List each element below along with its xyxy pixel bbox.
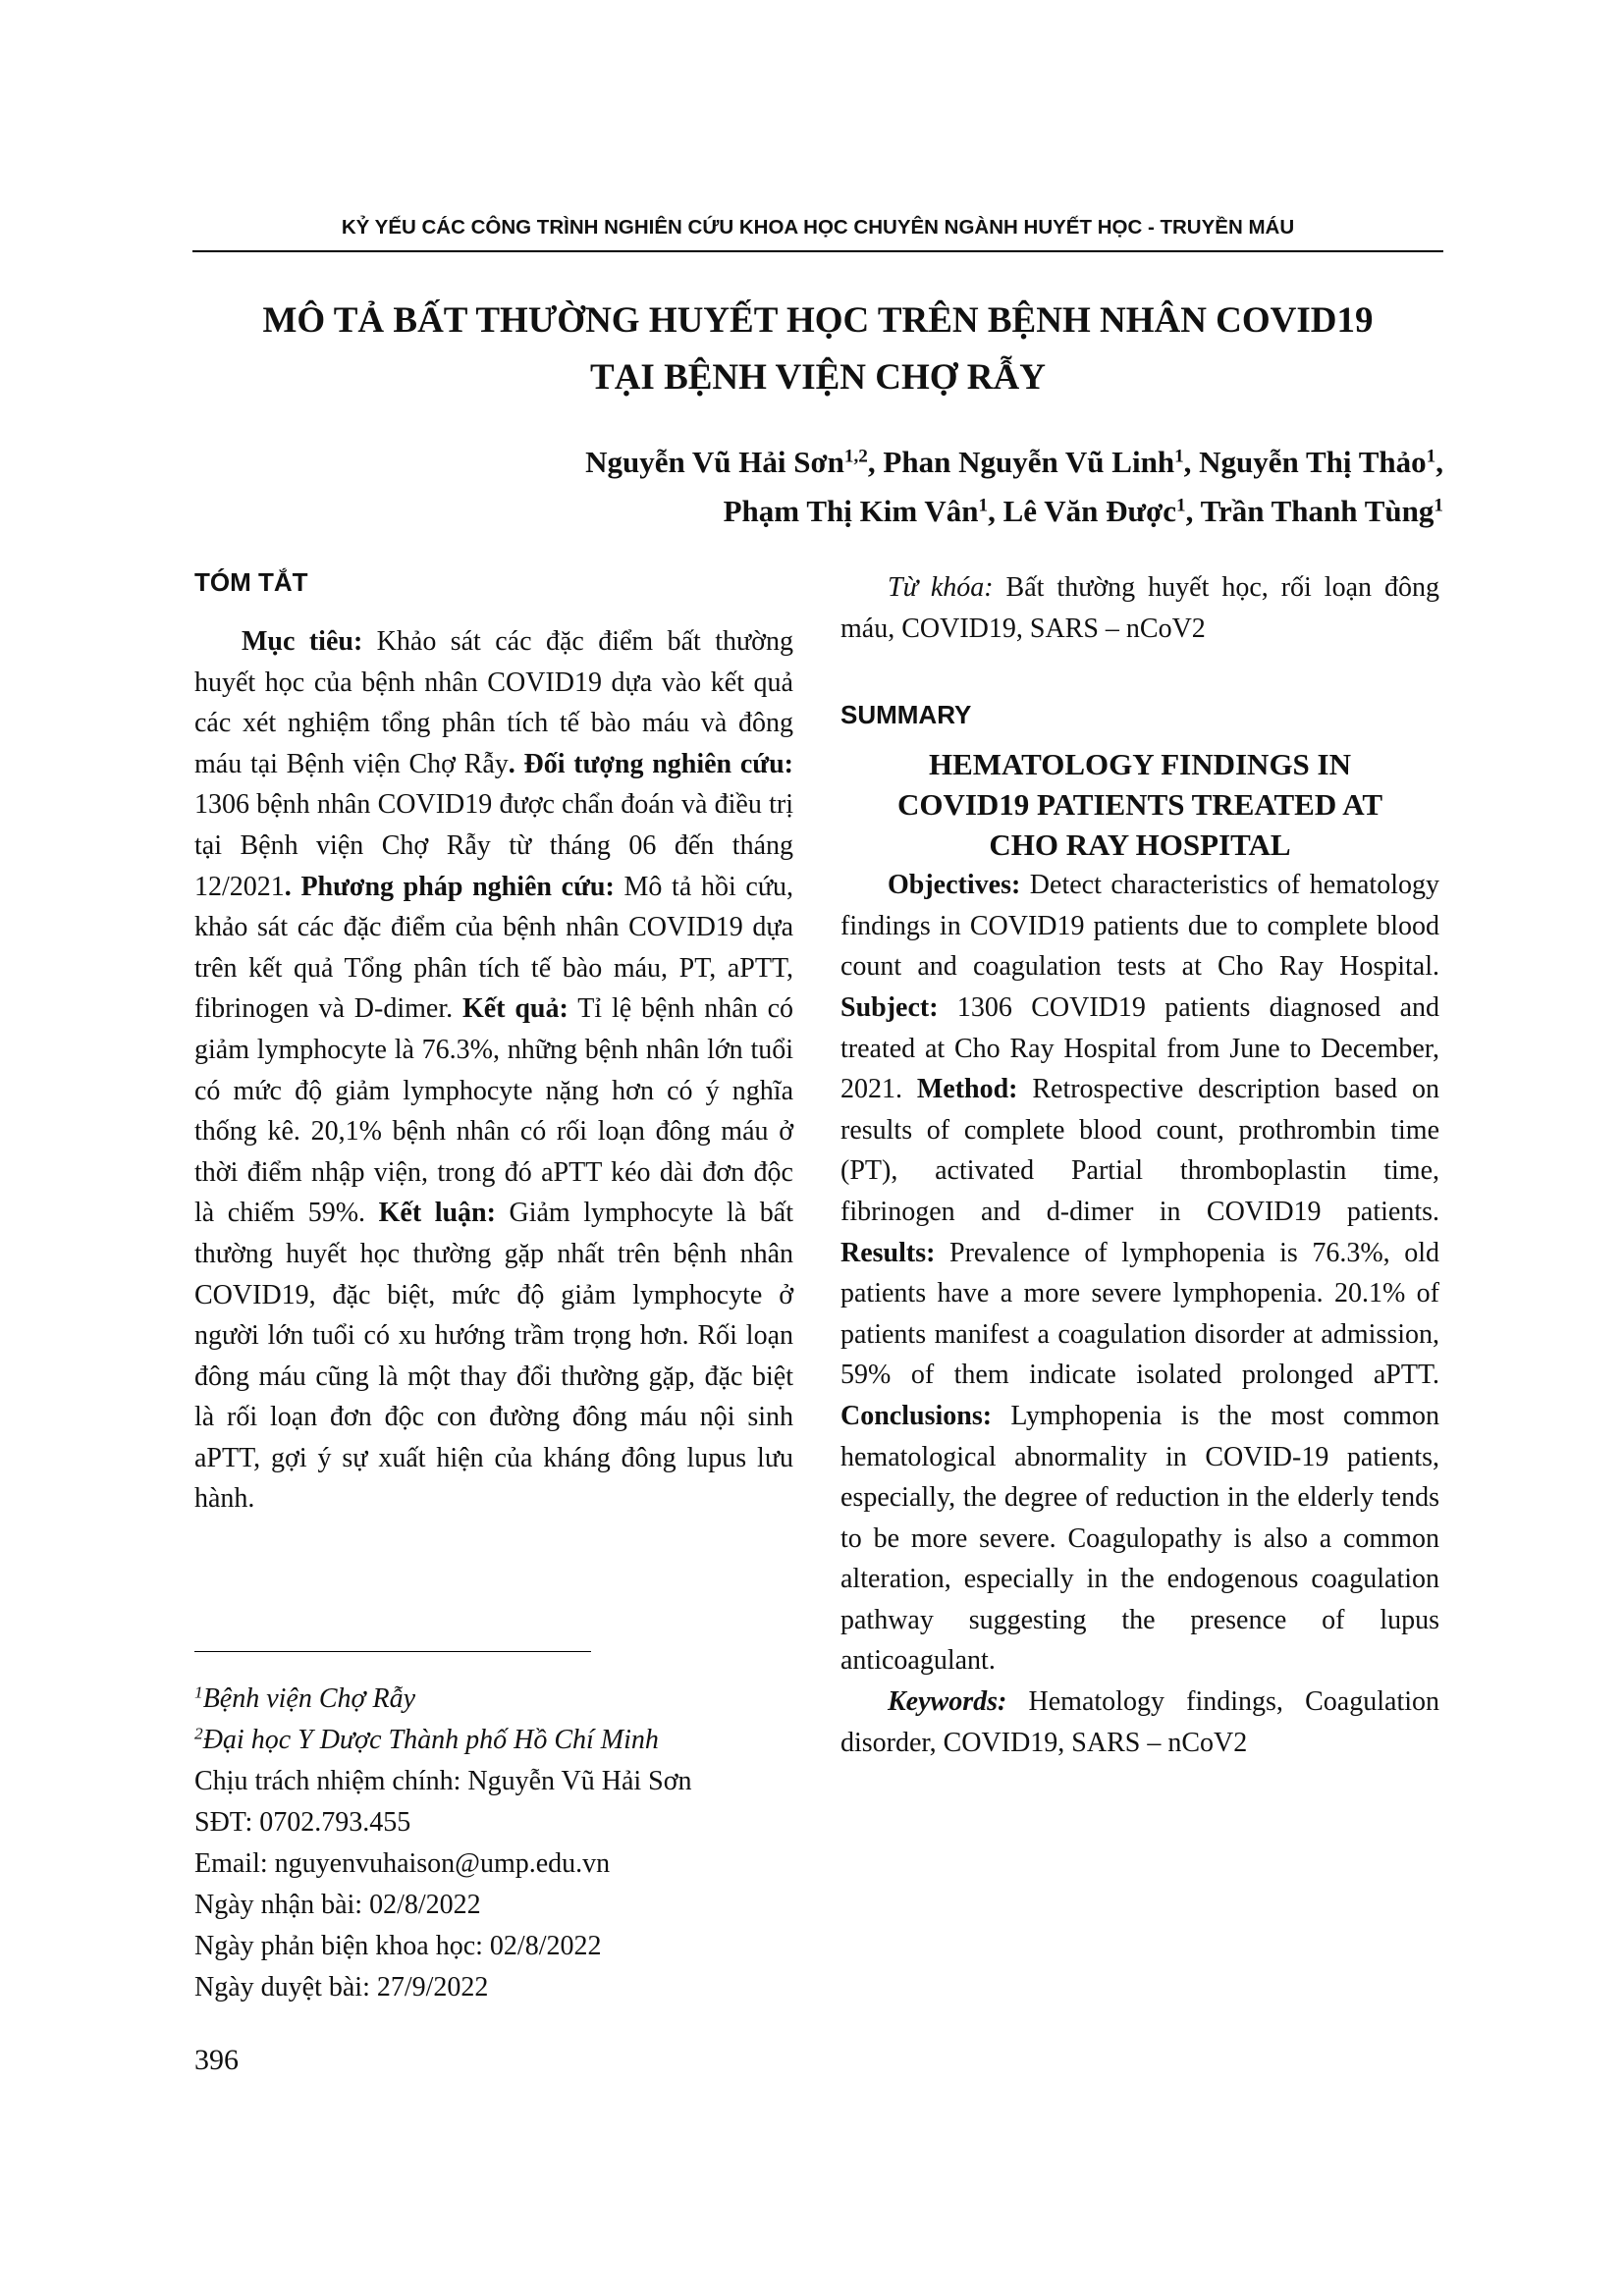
author-list xyxy=(585,438,1443,536)
author-separator: , xyxy=(988,494,1003,528)
affiliation-text: Bệnh viện Chợ Rẫy xyxy=(202,1683,416,1714)
author-name: Nguyễn Thị Thảo xyxy=(1199,445,1427,479)
subject-label: . Đối tượng nghiên cứu: xyxy=(508,748,793,779)
subject-text: 1306 bệnh nhân COVID19 được chẩn đoán và điều trị tại Bệnh viện Chợ Rẫy từ tháng 06 đến tháng 12/2021 xyxy=(194,789,793,902)
author-affiliation: 1 xyxy=(1434,495,1443,516)
objective-label: Mục tiêu: xyxy=(242,626,363,657)
author-name: Phan Nguyễn Vũ Linh xyxy=(883,445,1175,479)
author-name: Nguyễn Vũ Hải Sơn xyxy=(585,445,844,479)
english-title xyxy=(840,744,1439,865)
paper-title xyxy=(192,293,1443,406)
date-received: Ngày nhận bài: 02/8/2022 xyxy=(194,1890,481,1920)
title-line-1: MÔ TẢ BẤT THƯỜNG HUYẾT HỌC TRÊN BỆNH NHÂN COVID19 xyxy=(262,300,1374,341)
author-affiliation: 1 xyxy=(1174,446,1184,467)
method-text: Mô tả hồi cứu, khảo sát các đặc điểm của bệnh nhân COVID19 dựa trên kết quả Tổng phân tích tế bào máu, PT, aPTT, fibrinogen và D-dimer. xyxy=(194,871,793,1025)
date-accepted: Ngày duyệt bài: 27/9/2022 xyxy=(194,1972,489,2002)
author-affiliation: 1 xyxy=(1426,446,1436,467)
objectives-text: Detect characteristics of hematology findings in COVID19 patients due to complete blood count and coagulation tests at Cho Ray Hospital. xyxy=(840,870,1439,983)
author-separator: , xyxy=(867,445,884,479)
corresponding-author: Chịu trách nhiệm chính: Nguyễn Vũ Hải Sơn xyxy=(194,1766,692,1796)
english-title-line-1: HEMATOLOGY FINDINGS IN xyxy=(928,747,1352,782)
conclusion-text: Giảm lymphocyte là bất thường huyết học thường gặp nhất trên bệnh nhân COVID19, đặc biệt, mức độ giảm lymphocyte ở người lớn tuổi có xu hướng trầm trọng hơn. Rối loạn đông máu cũng là một thay đổi thường gặp, đặc biệt là rối loạn đơn độc con đường đông máu nội sinh aPTT, gợi ý sự xuất hiện của kháng đông lupus lưu hành. xyxy=(194,1198,793,1515)
header-rule xyxy=(192,250,1443,252)
date-reviewed: Ngày phản biện khoa học: 02/8/2022 xyxy=(194,1931,602,1961)
method-label: . Phương pháp nghiên cứu: xyxy=(284,871,615,902)
phone-number: SĐT: 0702.793.455 xyxy=(194,1807,411,1838)
affiliation-2 xyxy=(194,1720,803,1761)
keywords-english xyxy=(840,1682,1439,1763)
affiliation-1 xyxy=(194,1679,803,1720)
keywords-vietnamese xyxy=(840,567,1439,649)
keywords-en-label: Keywords: xyxy=(888,1686,1007,1718)
abstract-english xyxy=(840,865,1439,1682)
conclusions-text: Lymphopenia is the most common hematological abnormality in COVID-19 patients, especially, the degree of reduction in the elderly tends to be more severe. Coagulopathy is also a common alteration, especially in the endogenous coagulation pathway suggesting the presence of lupus anticoagulant. xyxy=(840,1400,1439,1677)
email-address: Email: nguyenvuhaison@ump.edu.vn xyxy=(194,1848,611,1879)
subject-en-label: Subject: xyxy=(840,991,939,1023)
keywords-en-text: Hematology findings, Coagulation disorder, COVID19, SARS – nCoV2 xyxy=(840,1686,1439,1758)
author-name: Trần Thanh Tùng xyxy=(1200,494,1435,528)
subject-en-text: 1306 COVID19 patients diagnosed and treated at Cho Ray Hospital from June to December, 2021. xyxy=(840,991,1439,1105)
author-affiliation: 1 xyxy=(1176,495,1186,516)
conclusions-label: Conclusions: xyxy=(840,1400,993,1431)
objective-text: Khảo sát các đặc điểm bất thường huyết học của bệnh nhân COVID19 dựa vào kết quả các xét nghiệm tổng phân tích tế bào máu và đông máu tại Bệnh viện Chợ Rẫy xyxy=(194,626,793,779)
author-affiliation: 1 xyxy=(978,495,989,516)
footnotes xyxy=(194,1679,803,2008)
footnote-rule xyxy=(194,1651,591,1652)
author-affiliation: 1,2 xyxy=(843,446,868,467)
results-en-label: Results: xyxy=(840,1237,936,1268)
title-line-2: TẠI BỆNH VIỆN CHỢ RẪY xyxy=(590,357,1046,398)
keywords-vi-label: Từ khóa: xyxy=(888,572,994,603)
conclusion-label: Kết luận: xyxy=(365,1198,496,1229)
affiliation-mark: 2 xyxy=(194,1724,203,1743)
right-column xyxy=(840,567,1439,1763)
author-separator: , xyxy=(1435,445,1443,479)
results-en-text: Prevalence of lymphopenia is 76.3%, old patients have a more severe lymphopenia. 20.1% of patients manifest a coagulation disorder at admission, 59% of them indicate isolated prolonged aPTT. xyxy=(840,1237,1439,1391)
affiliation-text: Đại học Y Dược Thành phố Hồ Chí Minh xyxy=(202,1725,659,1755)
author-separator: , xyxy=(1183,445,1200,479)
abstract-vietnamese xyxy=(194,621,793,1520)
running-head: KỶ YẾU CÁC CÔNG TRÌNH NGHIÊN CỨU KHOA HỌC CHUYÊN NGÀNH HUYẾT HỌC - TRUYỀN MÁU xyxy=(341,216,1295,239)
method-en-text: Retrospective description based on results of complete blood count, prothrombin time (PT), activated Partial thromboplastin time, fibrinogen and d-dimer in COVID19 patients. xyxy=(840,1074,1439,1227)
left-column xyxy=(194,567,793,1520)
english-title-line-3: CHO RAY HOSPITAL xyxy=(989,828,1291,863)
author-line-1 xyxy=(585,438,1443,487)
keywords-vi-text: Bất thường huyết học, rối loạn đông máu, COVID19, SARS – nCoV2 xyxy=(840,572,1439,644)
method-en-label: Method: xyxy=(902,1074,1018,1105)
author-name: Phạm Thị Kim Vân xyxy=(723,494,979,528)
results-label: Kết quả: xyxy=(453,993,568,1025)
english-title-line-2: COVID19 PATIENTS TREATED AT xyxy=(896,787,1383,823)
author-name: Lê Văn Được xyxy=(1002,494,1176,528)
author-line-2 xyxy=(585,487,1443,536)
page-number: 396 xyxy=(194,2044,239,2076)
author-separator: , xyxy=(1185,494,1201,528)
abstract-heading: TÓM TẮT xyxy=(194,567,308,597)
objectives-label: Objectives: xyxy=(888,870,1021,901)
summary-heading: SUMMARY xyxy=(840,700,972,730)
results-text: Tỉ lệ bệnh nhân có giảm lymphocyte là 76.3%, những bệnh nhân lớn tuổi có mức độ giảm lymphocyte nặng hơn có ý nghĩa thống kê. 20,1% bệnh nhân có rối loạn đông máu ở thời điểm nhập viện, trong đó aPTT kéo dài đơn độc là chiếm 59%. xyxy=(194,993,794,1229)
affiliation-mark: 1 xyxy=(194,1682,203,1702)
